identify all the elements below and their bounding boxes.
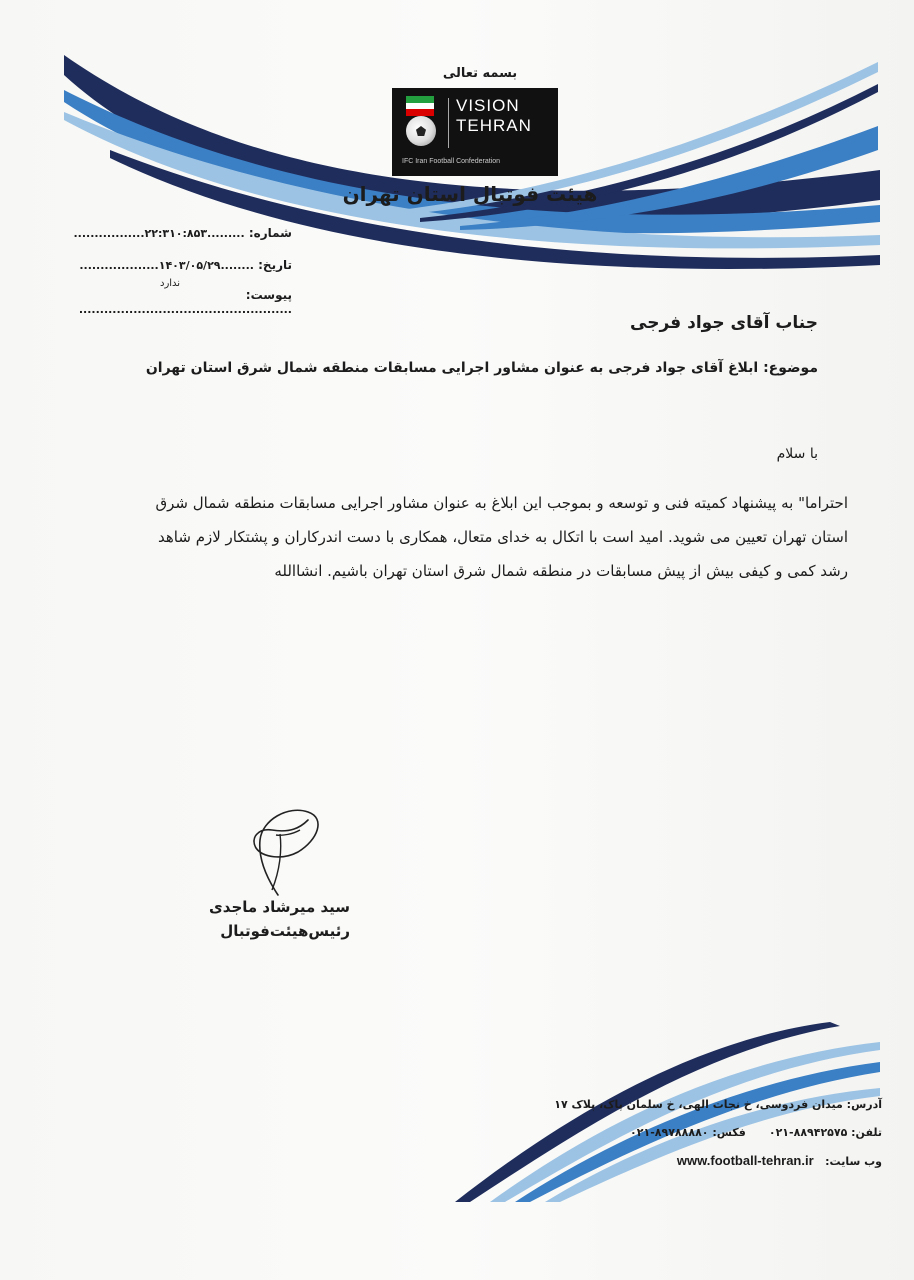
meta-date-value: ........۱۴۰۳/۰۵/۲۹................... [79, 259, 254, 272]
signatory-title: رئیس‌هیئت‌فوتبال [220, 922, 350, 940]
logo-divider [448, 98, 449, 148]
body-line: احتراما" به پیشنهاد کمیته فنی و توسعه و بموجب این ابلاغ به عنوان مشاور اجرایی مسابقات منطقه شمال شرق [155, 494, 848, 512]
logo-subtext: IFC Iran Football Confederation [402, 158, 501, 165]
logo-text-line2: TEHRAN [456, 116, 532, 135]
meta-number-row [60, 226, 292, 240]
signatory-name: سید میرشاد ماجدی [209, 898, 350, 916]
signatory-block [200, 898, 350, 940]
handwritten-signature [238, 800, 338, 900]
meta-attachment-label: پیوست: [245, 288, 292, 302]
subject-line [146, 360, 818, 376]
footer-phone: تلفن: ۸۸۹۴۲۵۷۵-۰۲۱ [768, 1126, 882, 1139]
meta-date-row [60, 258, 292, 272]
footer-fax: فکس: ۸۹۷۸۸۸۸۰-۰۲۱ [630, 1126, 746, 1139]
recipient: جناب آقای جواد فرجی [630, 313, 818, 333]
meta-attachment-value: ندارد [160, 278, 181, 289]
footer-contacts [630, 1126, 882, 1139]
footer-website-label: وب سایت: [825, 1155, 882, 1168]
meta-number-value: .........۲۲:۳۱۰:۸۵۳................. [73, 227, 245, 240]
basmala: بسمه تعالی [442, 66, 518, 81]
letter-body [148, 486, 848, 588]
footer-website[interactable]: www.football-tehran.ir [676, 1153, 814, 1168]
subject-label: موضوع: [763, 360, 818, 376]
meta-date-label: تاریخ: [258, 258, 292, 272]
footer-address: آدرس: میدان فردوسی، خ نجات الهی، خ سلمان پاک، پلاک ۱۷ [554, 1098, 882, 1111]
footer-website-row [677, 1153, 882, 1168]
body-line: استان تهران تعیین می شوید. امید است با اتکال به خدای متعال، همکاری با دست اندرکاران و پشتکار لازم شاهد [158, 528, 848, 546]
logo-text-line1: VISION [456, 96, 520, 115]
football-icon [406, 116, 436, 146]
meta-attachment-row: پیوست: ................................................... [78, 288, 292, 316]
greeting: با سلام [776, 446, 818, 462]
body-line: رشد کمی و کیفی بیش از پیش مسابقات در منطقه شمال شرق استان تهران باشیم. انشاالله [274, 562, 848, 580]
iran-flag-icon [406, 96, 434, 116]
federation-logo [392, 88, 558, 176]
meta-number-label: شماره: [248, 226, 292, 240]
organization-name: هیئت فوتبال استان تهران [342, 182, 598, 206]
subject-text: ابلاغ آقای جواد فرجی به عنوان مشاور اجرایی مسابقات منطقه شمال شرق استان تهران [145, 360, 759, 376]
